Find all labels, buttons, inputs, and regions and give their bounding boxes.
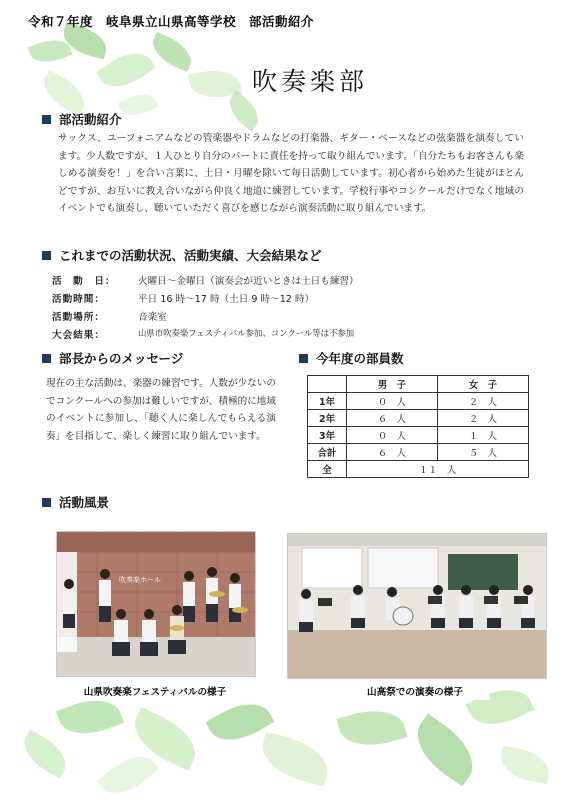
- activity-row: [52, 309, 167, 323]
- photo-sign-text: 吹奏楽ホール: [119, 576, 161, 584]
- row-label: 2年: [308, 410, 347, 427]
- activity-row: [52, 273, 359, 287]
- page-title: 吹奏楽部: [251, 67, 368, 96]
- members-heading: 今年度の部員数: [316, 351, 404, 366]
- activity-row: [52, 291, 314, 305]
- male-count: ６ 人: [347, 410, 438, 427]
- activity-value: 平日 16 時～17 時（土日 9 時～12 時）: [138, 294, 315, 305]
- col-header-female: 女 子: [438, 376, 529, 393]
- activity-value: 火曜日～金曜日（演奏会が近いときは土日も練習）: [138, 276, 359, 287]
- caption-photo-school-festival: 山高祭での演奏の様子: [340, 682, 490, 700]
- intro-heading: 部活動紹介: [59, 112, 122, 127]
- message-heading: 部長からのメッセージ: [59, 351, 184, 366]
- female-count: １ 人: [438, 427, 529, 444]
- activity-label: 活 動 日：: [52, 276, 116, 287]
- male-count: ０ 人: [347, 427, 438, 444]
- total-count: １１ 人: [347, 461, 529, 478]
- table-row: [308, 393, 529, 410]
- section-heading-intro: [42, 110, 122, 128]
- message-paragraph: 現在の主な活動は、楽器の練習です。人数が少ないのでコンクールへの参加は難しいですが、積極的に地域のイベントに参加し、「聴く人に楽しんでもらえる演奏」を目指して、楽しく練習に取り組んでいます。: [46, 378, 276, 442]
- heading-square-icon: [299, 354, 308, 363]
- activity-value: 山県市吹奏楽フェスティバル参加、コンクール等は不参加: [138, 328, 355, 338]
- section-heading-message: [42, 349, 183, 367]
- scenes-heading: 活動風景: [59, 495, 110, 510]
- activities-heading: これまでの活動状況、活動実績、大会結果など: [59, 248, 322, 263]
- female-count: ５ 人: [438, 444, 529, 461]
- heading-square-icon: [42, 115, 51, 124]
- caption-photo-festival: 山県吹奏楽フェスティバルの様子: [83, 687, 227, 698]
- intro-paragraph: サックス、ユーフォニアムなどの管楽器やドラムなどの打楽器、ギター・ベースなどの弦楽器を演奏しています。少人数ですが、１人ひとり自分のパートに責任を持って取り組んでいます。「自分たちもお客さんも楽しめる演奏を！」を合い言葉に、土日・月曜を除いて毎日活動しています。初心者から始めた生徒がほとんどですが、お互いに教え合いながら仲良く地道に練習しています。学校行事やコンクールだけでなく地域のイベントでも演奏し、聴いていただく喜びを感じながら演奏活動に取り組んでいます。: [58, 133, 524, 214]
- activity-row: [52, 327, 354, 341]
- row-label: 1年: [308, 393, 347, 410]
- activity-label: 大会結果：: [52, 330, 105, 341]
- photo-festival: [56, 531, 256, 677]
- table-row: [308, 410, 529, 427]
- female-count: ２ 人: [438, 410, 529, 427]
- section-heading-activities: [42, 246, 322, 264]
- male-count: ０ 人: [347, 393, 438, 410]
- page-header: 令和７年度 岐阜県立山県高等学校 部活動紹介: [28, 14, 315, 29]
- total-label: 全: [308, 461, 347, 478]
- photo-school-festival: [287, 533, 547, 679]
- heading-square-icon: [42, 354, 51, 363]
- section-heading-members: [299, 349, 404, 367]
- row-label: 3年: [308, 427, 347, 444]
- activity-label: 活動場所：: [52, 312, 105, 323]
- table-row: [308, 427, 529, 444]
- table-row: [308, 376, 529, 393]
- table-row: [308, 461, 529, 478]
- members-table: [307, 375, 529, 478]
- heading-square-icon: [42, 498, 51, 507]
- activity-label: 活動時間：: [52, 294, 105, 305]
- row-label: 合計: [308, 444, 347, 461]
- heading-square-icon: [42, 251, 51, 260]
- section-heading-scenes: [42, 493, 109, 511]
- table-row: [308, 444, 529, 461]
- col-header-male: 男 子: [347, 376, 438, 393]
- female-count: ２ 人: [438, 393, 529, 410]
- male-count: ６ 人: [347, 444, 438, 461]
- activity-value: 音楽室: [138, 312, 167, 323]
